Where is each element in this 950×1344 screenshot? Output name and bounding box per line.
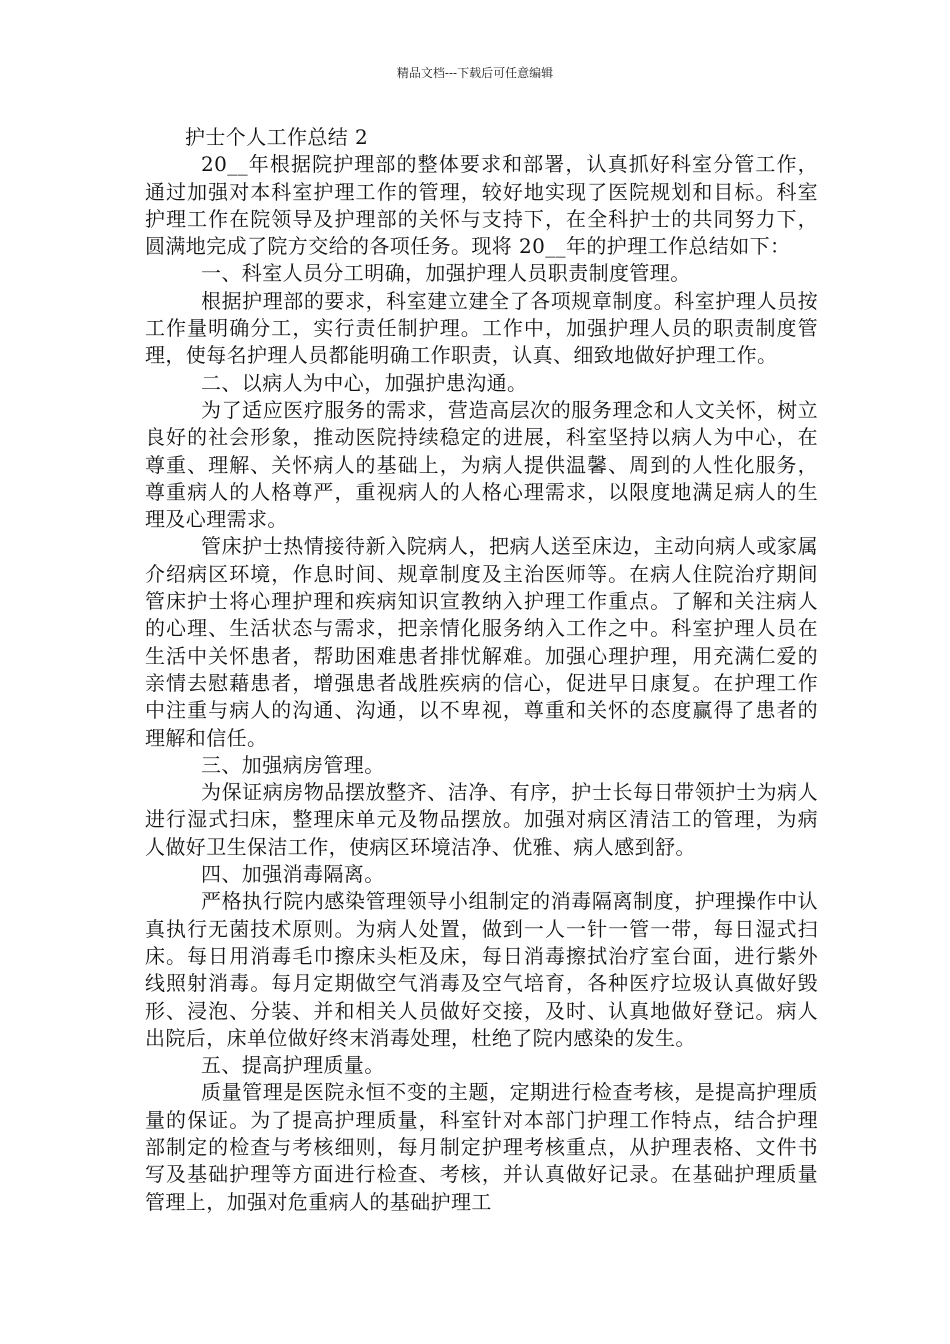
- section-2-paragraph-2: 管床护士热情接待新入院病人，把病人送至床边，主动向病人或家属介绍病区环境，作息时间、规章制度及主治医师等。在病人住院治疗期间管床护士将心理护理和疾病知识宣教纳入护理工作重点。了解和关注病人的心理、生活状态与需求，把亲情化服务纳入工作之中。科室护理人员在生活中关怀患者，帮助困难患者排忧解难。加强心理护理，用充满仁爱的亲情去慰藉患者，增强患者战胜疾病的信心，促进早日康复。在护理工作中注重与病人的沟通、沟通，以不卑视，尊重和关怀的态度赢得了患者的理解和信任。: [145, 534, 818, 750]
- section-1-heading: 一、科室人员分工明确，加强护理人员职责制度管理。: [201, 261, 691, 286]
- document-body: [145, 124, 818, 1216]
- section-5-paragraph: 质量管理是医院永恒不变的主题，定期进行检查考核，是提高护理质量的保证。为了提高护理质量，科室针对本部门护理工作特点，结合护理部制定的检查与考核细则，每月制定护理考核重点，从护理表格、文件书写及基础护理等方面进行检查、考核，并认真做好记录。在基础护理质量管理上，加强对危重病人的基础护理工: [145, 1080, 818, 1214]
- section-4-heading: 四、加强消毒隔离。: [201, 862, 385, 887]
- section-3-heading: 三、加强病房管理。: [201, 752, 385, 777]
- document-title: 护士个人工作总结 2: [185, 125, 369, 149]
- page-header-watermark: 精品文档---下载后可任意编辑: [396, 66, 554, 80]
- section-2-heading: 二、以病人为中心，加强护患沟通。: [201, 370, 528, 395]
- section-1-paragraph: 根据护理部的要求，科室建立建全了各项规章制度。科室护理人员按工作量明确分工，实行责任制护理。工作中，加强护理人员的职责制度管理，使每名护理人员都能明确工作职责，认真、细致地做好护理工作。: [145, 288, 818, 368]
- intro-paragraph: 20__年根据院护理部的整体要求和部署，认真抓好科室分管工作，通过加强对本科室护理工作的管理，较好地实现了医院规划和目标。科室护理工作在院领导及护理部的关怀与支持下，在全科护士的共同努力下，圆满地完成了院方交给的各项任务。现将 20__年的护理工作总结如下：: [145, 152, 818, 259]
- section-5-heading: 五、提高护理质量。: [201, 1053, 385, 1078]
- section-3-paragraph: 为保证病房物品摆放整齐、洁净、有序，护士长每日带领护士为病人进行湿式扫床，整理床单元及物品摆放。加强对病区清洁工的管理，为病人做好卫生保洁工作，使病区环境洁净、优雅、病人感到舒。: [145, 780, 818, 859]
- section-2-paragraph-1: 为了适应医疗服务的需求，营造高层次的服务理念和人文关怀，树立良好的社会形象，推动医院持续稳定的进展，科室坚持以病人为中心，在尊重、理解、关怀病人的基础上，为病人提供温馨、周到的人性化服务，尊重病人的人格尊严，重视病人的人格心理需求，以限度地满足病人的生理及心理需求。: [145, 397, 818, 532]
- section-4-paragraph: 严格执行院内感染管理领导小组制定的消毒隔离制度，护理操作中认真执行无菌技术原则。为病人处置，做到一人一针一管一带，每日湿式扫床。每日用消毒毛巾擦床头柜及床，每日消毒擦拭治疗室台面，进行紫外线照射消毒。每月定期做空气消毒及空气培育，各种医疗垃圾认真做好毁形、浸泡、分装、并和相关人员做好交接，及时、认真地做好登记。病人出院后，床单位做好终末消毒处理，杜绝了院内感染的发生。: [145, 889, 818, 1050]
